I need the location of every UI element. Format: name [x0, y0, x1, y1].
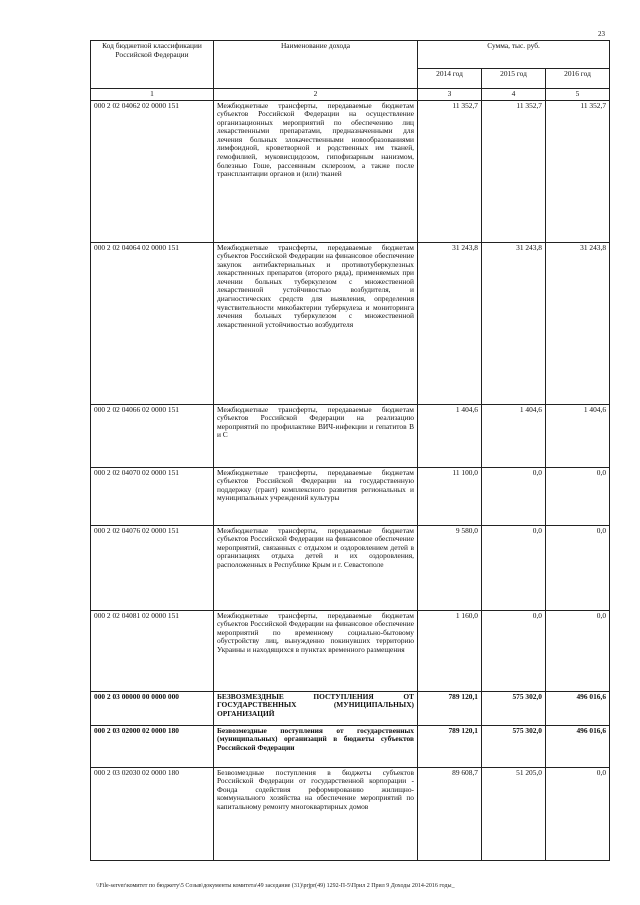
- col-number: 2: [214, 89, 418, 101]
- amount-2016: 0,0: [546, 767, 610, 860]
- col-number: 3: [418, 89, 482, 101]
- budget-code: 000 2 03 02000 02 0000 180: [91, 725, 214, 767]
- amount-2016: 0,0: [546, 525, 610, 610]
- col-number: 5: [546, 89, 610, 101]
- amount-2016: 496 016,6: [546, 725, 610, 767]
- budget-code: 000 2 02 04076 02 0000 151: [91, 525, 214, 610]
- page-number: 23: [598, 30, 605, 38]
- table-row: [91, 467, 610, 525]
- amount-2015: 1 404,6: [482, 404, 546, 467]
- header-code: Код бюджетной классификации Российской Федерации: [91, 41, 214, 89]
- header-sum: Сумма, тыс. руб.: [418, 41, 610, 69]
- amount-2015: 31 243,8: [482, 242, 546, 404]
- revenue-name: Межбюджетные трансферты, передаваемые бюджетам субъектов Российской Федерации на финансовое обеспечение мероприятий по временному социально-бытовому обустройству лиц, вынужденно покинувших территорию Украины и находящихся в пунктах временного размещения: [214, 610, 418, 691]
- budget-code: 000 2 03 02030 02 0000 180: [91, 767, 214, 860]
- budget-code: 000 2 02 04081 02 0000 151: [91, 610, 214, 691]
- revenue-name: Межбюджетные трансферты, передаваемые бюджетам субъектов Российской Федерации на государственную поддержку (грант) комплексного развития региональных и муниципальных учреждений культуры: [214, 467, 418, 525]
- amount-2014: 1 160,0: [418, 610, 482, 691]
- budget-code: 000 2 03 00000 00 0000 000: [91, 691, 214, 725]
- header-year-2016: 2016 год: [546, 69, 610, 89]
- amount-2015: 51 205,0: [482, 767, 546, 860]
- table-row: [91, 767, 610, 860]
- amount-2014: 31 243,8: [418, 242, 482, 404]
- table-row: [91, 691, 610, 725]
- amount-2016: 31 243,8: [546, 242, 610, 404]
- amount-2015: 575 302,0: [482, 725, 546, 767]
- amount-2016: 0,0: [546, 610, 610, 691]
- amount-2015: 0,0: [482, 467, 546, 525]
- revenue-table: [90, 40, 610, 861]
- revenue-name: Межбюджетные трансферты, передаваемые бюджетам субъектов Российской Федерации на реализацию мероприятий по профилактике ВИЧ-инфекции и гепатитов В и С: [214, 404, 418, 467]
- budget-code: 000 2 02 04062 02 0000 151: [91, 100, 214, 242]
- table-row: [91, 525, 610, 610]
- amount-2015: 0,0: [482, 610, 546, 691]
- amount-2014: 11 352,7: [418, 100, 482, 242]
- amount-2014: 789 120,1: [418, 691, 482, 725]
- revenue-name: Безвозмездные поступления от государственных (муниципальных) организаций в бюджеты субъектов Российской Федерации: [214, 725, 418, 767]
- col-number: 1: [91, 89, 214, 101]
- table-row: [91, 100, 610, 242]
- amount-2015: 11 352,7: [482, 100, 546, 242]
- revenue-name: Межбюджетные трансферты, передаваемые бюджетам субъектов Российской Федерации на финансовое обеспечение закупок антибактериальных и противотуберкулезных лекарственных препаратов (второго ряда), применяемых при лечении больных туберкулезом с множественной лекарственной устойчивостью возбудителя, и диагностических средств для выявления, определения чувствительности микобактерии туберкулеза и мониторинга лечения больных туберкулезом с множественной лекарственной устойчивостью возбудителя: [214, 242, 418, 404]
- revenue-name: БЕЗВОЗМЕЗДНЫЕ ПОСТУПЛЕНИЯ ОТ ГОСУДАРСТВЕННЫХ (МУНИЦИПАЛЬНЫХ) ОРГАНИЗАЦИЙ: [214, 691, 418, 725]
- revenue-name: Безвозмездные поступления в бюджеты субъектов Российской Федерации от государственной корпорации - Фонда содействия реформированию жилищно-коммунального хозяйства на обеспечение мероприятий по капитальному ремонту многоквартирных домов: [214, 767, 418, 860]
- table-row: [91, 242, 610, 404]
- budget-code: 000 2 02 04066 02 0000 151: [91, 404, 214, 467]
- revenue-name: Межбюджетные трансферты, передаваемые бюджетам субъектов Российской Федерации на финансовое обеспечение мероприятий, связанных с отдыхом и оздоровлением детей в организациях отдыха детей и их оздоровления, расположенных в Республике Крым и г. Севастополе: [214, 525, 418, 610]
- budget-code: 000 2 02 04070 02 0000 151: [91, 467, 214, 525]
- amount-2016: 1 404,6: [546, 404, 610, 467]
- table-row: [91, 725, 610, 767]
- amount-2015: 0,0: [482, 525, 546, 610]
- table-row: [91, 404, 610, 467]
- amount-2016: 496 016,6: [546, 691, 610, 725]
- budget-code: 000 2 02 04064 02 0000 151: [91, 242, 214, 404]
- amount-2014: 11 100,0: [418, 467, 482, 525]
- table-row: [91, 610, 610, 691]
- revenue-name: Межбюджетные трансферты, передаваемые бюджетам субъектов Российской Федерации на осуществление организационных мероприятий по обеспечению лиц лекарственными препаратами, предназначенными для лечения больных злокачественными новообразованиями лимфоидной, кроветворной и родственных им тканей, гемофилией, муковисцидозом, гипофизарным нанизмом, болезнью Гоше, рассеянным склерозом, а также после трансплантации органов и (или) тканей: [214, 100, 418, 242]
- header-year-2015: 2015 год: [482, 69, 546, 89]
- amount-2014: 9 580,0: [418, 525, 482, 610]
- amount-2016: 11 352,7: [546, 100, 610, 242]
- col-number: 4: [482, 89, 546, 101]
- amount-2016: 0,0: [546, 467, 610, 525]
- header-name: Наименование дохода: [214, 41, 418, 89]
- amount-2015: 575 302,0: [482, 691, 546, 725]
- amount-2014: 789 120,1: [418, 725, 482, 767]
- file-path-footer: \\File-server\комитет по бюджету\5 Созыв\документы комитета\49 заседание (31)\prjpr(49) 1292-П-5\Прил 2 Прил 9 Доходы 2014-2016 годы_: [96, 883, 455, 889]
- amount-2014: 1 404,6: [418, 404, 482, 467]
- amount-2014: 89 608,7: [418, 767, 482, 860]
- header-year-2014: 2014 год: [418, 69, 482, 89]
